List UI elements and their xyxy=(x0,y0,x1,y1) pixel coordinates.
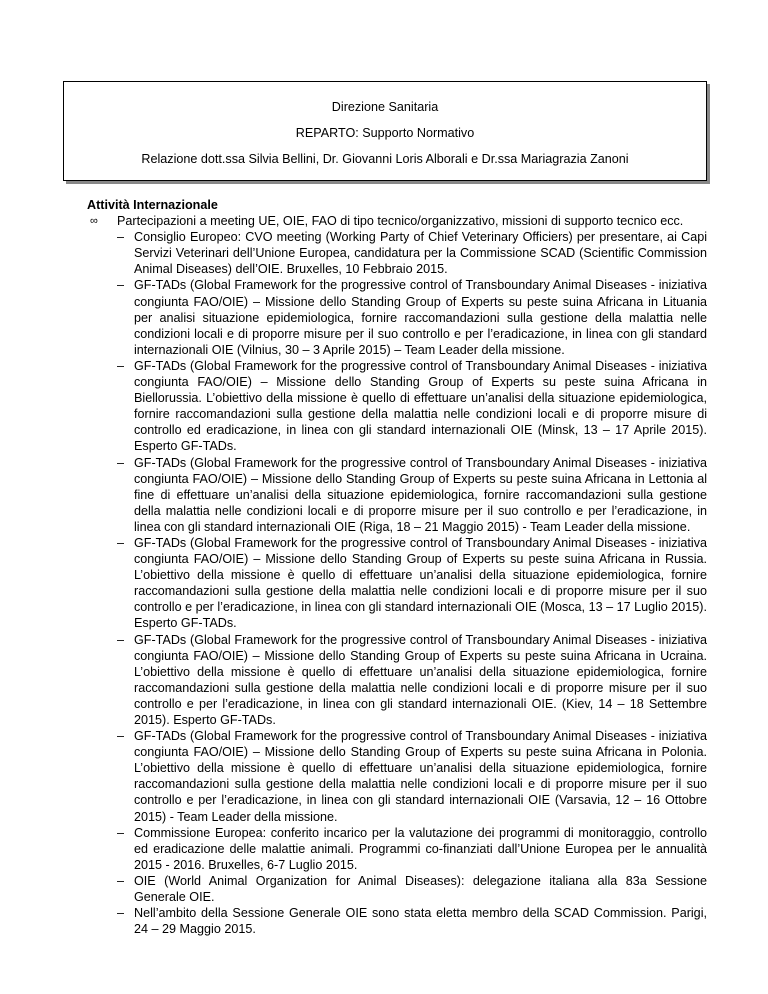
header-department: Direzione Sanitaria xyxy=(331,100,439,114)
list-item xyxy=(117,229,707,277)
infinity-bullet-icon: ∞ xyxy=(90,215,98,228)
dash-bullet-icon: – xyxy=(117,358,125,373)
list-item xyxy=(117,358,707,455)
dash-bullet-icon: – xyxy=(117,535,125,550)
list-item xyxy=(117,825,707,873)
list-item-text: GF-TADs (Global Framework for the progressive control of Transboundary Animal Diseases - iniziativa congiunta FAO/OIE) – Missione dello Standing Group of Experts su peste suina Africana in Polonia. L’obiettivo della missione è quello di effettuare un’analisi della situazione epidemiologica, fornire raccomandazioni sulla gestione della malattia nelle condizioni locali e di proporre misure per il suo controllo e per l’eradicazione, in linea con gli standard internazionali OIE (Varsavia, 12 – 16 Ottobre 2015) - Team Leader della missione. xyxy=(134,729,707,824)
report-content xyxy=(87,197,707,937)
dash-bullet-icon: – xyxy=(117,278,125,293)
dash-bullet-icon: – xyxy=(117,729,125,744)
header-unit: REPARTO: Supporto Normativo xyxy=(295,126,475,140)
bullet-item xyxy=(87,213,707,229)
dash-bullet-icon: – xyxy=(117,825,125,840)
section-title: Attività Internazionale xyxy=(87,198,218,212)
dash-bullet-icon: – xyxy=(117,906,125,921)
list-item-text: GF-TADs (Global Framework for the progressive control of Transboundary Animal Diseases - iniziativa congiunta FAO/OIE) – Missione dello Standing Group of Experts su peste suina Africana in Biellorussia. L’obiettivo della missione è quello di effettuare un’analisi della situazione epidemiologica, fornire raccomandazioni sulla gestione della malattia nelle condizioni locali e di proporre misure di controllo ed eradicazione, in linea con gli standard internazionali OIE (Minsk, 13 – 17 Aprile 2015). Esperto GF-TADs. xyxy=(134,358,707,454)
list-item xyxy=(117,455,707,535)
list-item xyxy=(117,905,707,937)
dash-bullet-icon: – xyxy=(117,230,125,245)
list-item xyxy=(117,873,707,905)
list-item-text: GF-TADs (Global Framework for the progressive control of Transboundary Animal Diseases - iniziativa congiunta FAO/OIE) – Missione dello Standing Group of Experts su peste suina Africana in Ucraina. L’obiettivo della missione è quello di effettuare un’analisi della situazione epidemiologica, fornire raccomandazioni sulla gestione della malattia nelle condizioni locali e di proporre misure per il suo controllo e per l’eradicazione, in linea con gli standard internazionali OIE. (Kiev, 14 – 18 Settembre 2015). Esperto GF-TADs. xyxy=(134,632,707,727)
bullet-text: Partecipazioni a meeting UE, OIE, FAO di tipo tecnico/organizzativo, missioni di supporto tecnico ecc. xyxy=(117,214,684,229)
dash-bullet-icon: – xyxy=(117,873,125,888)
list-item xyxy=(117,632,707,729)
list-item-text: Consiglio Europeo: CVO meeting (Working Party of Chief Veterinary Officiers) per presentare, ai Capi Servizi Veterinari dell’Unione Europea, candidatura per la Commissione SCAD (Scientific Commission Animal Diseases) dell’OIE. Bruxelles, 10 Febbraio 2015. xyxy=(134,230,707,277)
list-item xyxy=(117,277,707,357)
list-item-text: GF-TADs (Global Framework for the progressive control of Transboundary Animal Diseases - iniziativa congiunta FAO/OIE) – Missione dello Standing Group of Experts su peste suina Africana in Lituania per analisi situazione epidemiologica, fornire raccomandazioni sulla gestione della malattia nelle condizioni locali e di proporre misure per il suo controllo e per l’eradicazione, in linea con gli standard internazionali OIE (Vilnius, 30 – 3 Aprile 2015) – Team Leader della missione. xyxy=(134,278,707,357)
list-item xyxy=(117,535,707,632)
list-item-text: Commissione Europea: conferito incarico per la valutazione dei programmi di monitoraggio, controllo ed eradicazione delle malattie animali. Programmi co-finanziati dall’Unione Europea per le annualità 2015 - 2016. Bruxelles, 6-7 Luglio 2015. xyxy=(134,825,707,872)
dash-bullet-icon: – xyxy=(117,632,125,647)
dash-bullet-icon: – xyxy=(117,455,125,470)
list-item-text: GF-TADs (Global Framework for the progressive control of Transboundary Animal Diseases - iniziativa congiunta FAO/OIE) – Missione dello Standing Group of Experts su peste suina Africana in Russia. L’obiettivo della missione è quello di effettuare un’analisi della situazione epidemiologica, fornire raccomandazioni sulla gestione della malattia nelle condizioni locali e di proporre misure per il suo controllo e per l’eradicazione, in linea con gli standard internazionali OIE (Mosca, 13 – 17 Luglio 2015). Esperto GF-TADs. xyxy=(134,535,707,631)
list-item-text: OIE (World Animal Organization for Animal Diseases): delegazione italiana alla 83a Sessione Generale OIE. xyxy=(134,873,707,905)
activity-list xyxy=(87,229,707,937)
header-box xyxy=(63,81,707,181)
list-item-text: Nell’ambito della Sessione Generale OIE sono stata eletta membro della SCAD Commission. Parigi, 24 – 29 Maggio 2015. xyxy=(134,906,707,937)
header-authors: Relazione dott.ssa Silvia Bellini, Dr. Giovanni Loris Alborali e Dr.ssa Mariagrazia Zanoni xyxy=(141,152,629,166)
list-item-text: GF-TADs (Global Framework for the progressive control of Transboundary Animal Diseases - iniziativa congiunta FAO/OIE) – Missione dello Standing Group of Experts su peste suina Africana in Lettonia al fine di effettuare un’analisi della situazione epidemiologica, fornire raccomandazioni sulla gestione della malattia nelle condizioni locali e di proporre misure per il suo controllo e per l’eradicazione, in linea con gli standard internazionali OIE (Riga, 18 – 21 Maggio 2015) - Team Leader della missione. xyxy=(134,455,707,534)
list-item xyxy=(117,728,707,825)
